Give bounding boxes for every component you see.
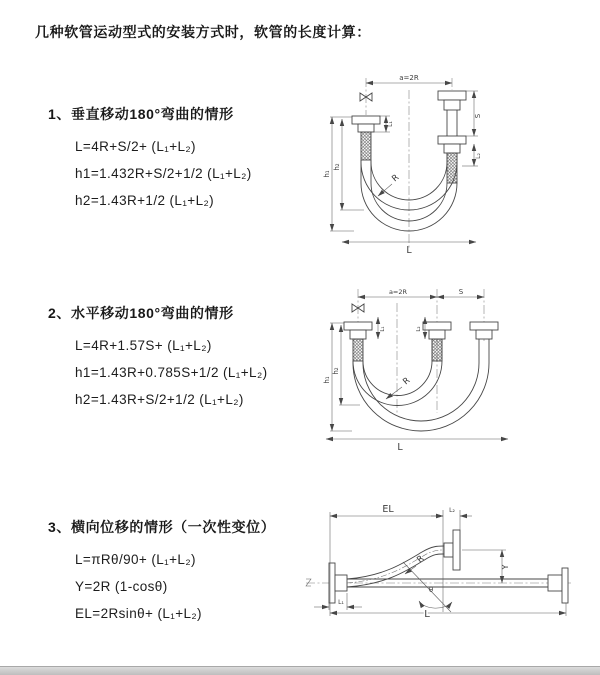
radius-leader xyxy=(405,554,426,574)
angle-label: θ xyxy=(428,586,434,594)
formula-line: L=πRθ/90+ (L₁+L₂) xyxy=(75,552,196,567)
section-horizontal-180 xyxy=(48,303,267,413)
radius-label: R xyxy=(401,375,413,388)
radius-leader xyxy=(378,173,401,196)
formula-line: h1=1.432R+S/2+1/2 (L₁+L₂) xyxy=(75,166,252,181)
right-flange-lower xyxy=(438,136,466,183)
angle-construction xyxy=(403,510,452,612)
section-vertical-180 xyxy=(48,104,252,214)
h1-label: h₁ xyxy=(323,376,331,384)
section-1-heading: 1、垂直移动180°弯曲的情形 xyxy=(48,106,234,122)
left-flange-fitting xyxy=(329,563,347,603)
section-3-formulas xyxy=(48,546,275,627)
dim-length xyxy=(326,439,508,453)
formula-line: h1=1.43R+0.785S+1/2 (L₁+L₂) xyxy=(75,365,268,380)
radius-label: R xyxy=(415,553,427,566)
fitting-left-label: L₁ xyxy=(338,599,344,606)
length-label: L xyxy=(424,609,430,620)
dim-stroke xyxy=(466,91,482,136)
formula-line: Y=2R (1-cosθ) xyxy=(75,579,168,594)
dim-fitting-right xyxy=(462,144,482,166)
offset-label: Y xyxy=(501,564,510,570)
dim-h1 xyxy=(323,117,354,231)
h1-label: h₁ xyxy=(323,170,331,178)
left-flange-fitting xyxy=(344,322,372,361)
formula-line: L=4R+1.57S+ (L₁+L₂) xyxy=(75,338,212,353)
hose-curved xyxy=(347,546,444,587)
diagram-horizontal-180 xyxy=(312,283,568,458)
span-label: a=2R xyxy=(399,74,419,82)
fitting-right-label: L₂ xyxy=(449,507,455,514)
fitting-left-label: L₁ xyxy=(387,121,394,127)
dim-length xyxy=(342,242,476,256)
centerlines xyxy=(358,289,484,413)
dim-span xyxy=(366,74,452,83)
dim-fitting-left xyxy=(378,317,386,339)
section-lateral-displacement xyxy=(48,517,275,627)
h2-label: h₂ xyxy=(332,367,340,375)
span-label: a=2R xyxy=(388,288,408,296)
dim-h2 xyxy=(333,119,364,210)
page-title: 几种软管运动型式的安装方式时，软管的长度计算： xyxy=(35,24,371,40)
effective-length-label: EL xyxy=(382,504,394,515)
stroke-label: S xyxy=(458,288,464,296)
dim-fitting-right xyxy=(431,507,472,530)
diagram-vertical-180 xyxy=(312,70,568,261)
length-label: L xyxy=(397,442,403,453)
upper-flange-displaced xyxy=(444,530,460,570)
dim-fitting-left xyxy=(314,593,362,610)
right-flange-straight xyxy=(548,568,568,603)
radius-label: R xyxy=(390,172,402,185)
h2-label: h₂ xyxy=(333,163,341,171)
formula-line: EL=2Rsinθ+ (L₁+L₂) xyxy=(75,606,202,621)
dim-stroke xyxy=(437,288,484,297)
section-2-formulas xyxy=(48,332,267,413)
section-3-heading: 3、横向位移的情形（一次性变位） xyxy=(48,519,276,535)
dim-h1 xyxy=(323,323,352,431)
dim-offset xyxy=(462,550,510,583)
formula-line: h2=1.43R+S/2+1/2 (L₁+L₂) xyxy=(75,392,244,407)
length-label: L xyxy=(406,245,412,256)
right-flange-upper xyxy=(438,91,466,110)
fitting-left-label: L₁ xyxy=(380,326,386,332)
centerlines xyxy=(366,78,452,250)
fitting-right-label: L₂ xyxy=(416,326,422,332)
formula-line: L=4R+S/2+ (L₁+L₂) xyxy=(75,139,196,154)
formula-line: h2=1.43R+1/2 (L₁+L₂) xyxy=(75,193,215,208)
fitting-right-label: L₂ xyxy=(475,153,482,159)
diagram-lateral-displacement xyxy=(300,500,580,645)
section-1-formulas xyxy=(48,133,252,214)
dim-span xyxy=(358,288,437,297)
stroke-label: S xyxy=(474,113,482,119)
section-2-heading: 2、水平移动180°弯曲的情形 xyxy=(48,305,234,321)
right-flange-fitting xyxy=(470,322,498,339)
centerline-break-mark xyxy=(306,579,311,586)
hose-curves xyxy=(353,339,489,431)
left-flange-fitting xyxy=(352,116,380,160)
page-bottom-edge xyxy=(0,666,600,675)
middle-flange-fitting xyxy=(423,322,451,361)
